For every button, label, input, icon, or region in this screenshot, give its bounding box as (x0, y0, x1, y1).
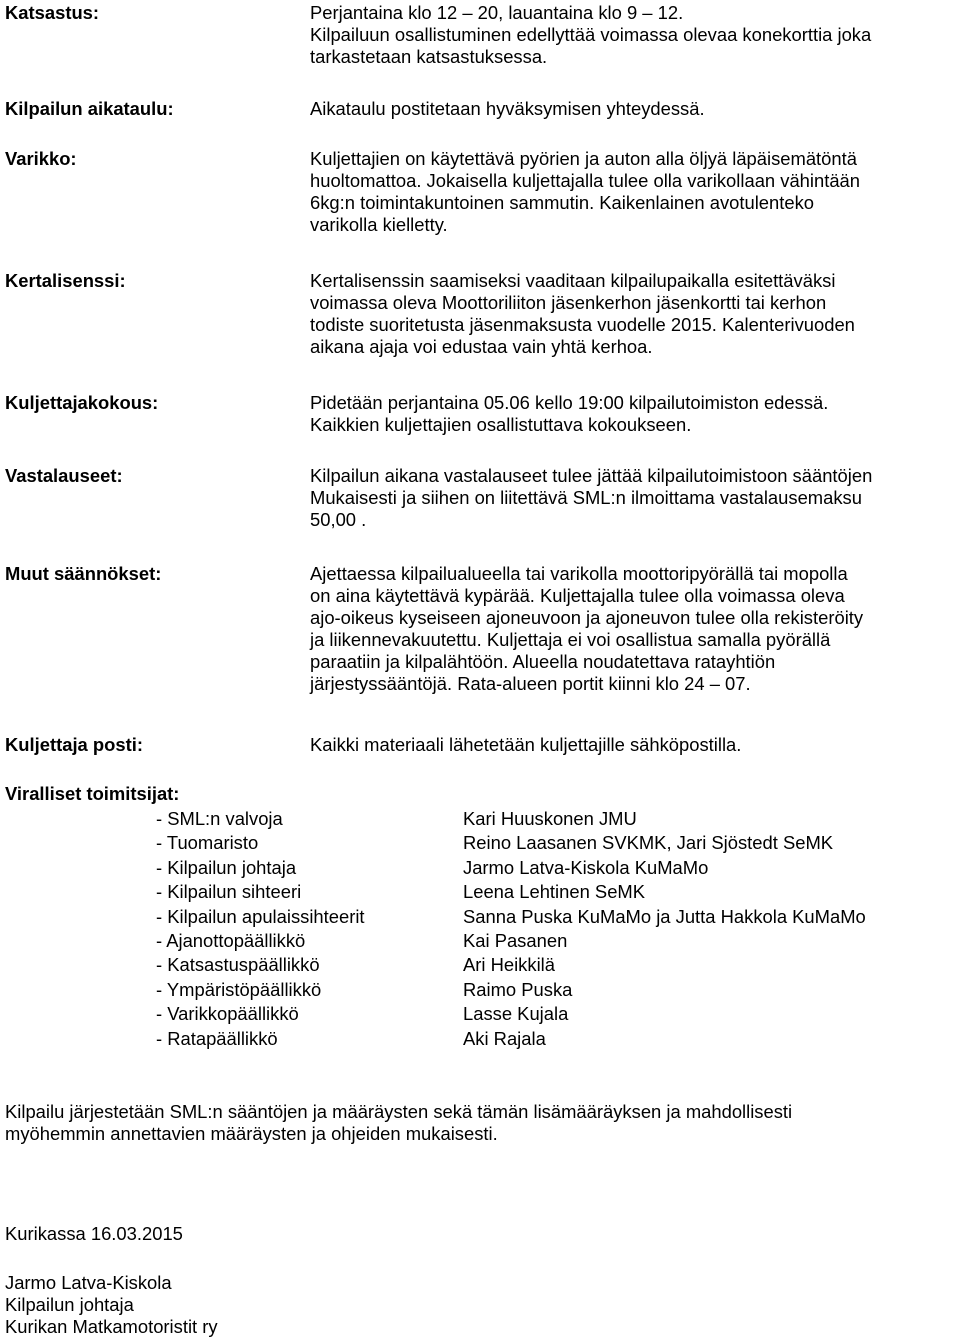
text-kertalisenssi: Kertalisenssin saamiseksi vaaditaan kilpailupaikalla esitettäväksi voimassa oleva Moottoriliiton jäsenkerhon jäsenkortti tai kerhon todiste suoritetusta jäsenmaksusta vuodelle 2015. Kalenterivuoden aikana ajaja voi edustaa vain yhtä kerhoa. (310, 270, 855, 357)
signer-organization: Kurikan Matkamotoristit ry (5, 1316, 218, 1337)
signer-name: Jarmo Latva-Kiskola (5, 1272, 172, 1293)
official-name: Kai Pasanen (463, 930, 568, 951)
text-kuljettaja-posti: Kaikki materiaali lähetetään kuljettajille sähköpostilla. (310, 734, 742, 755)
official-name: Leena Lehtinen SeMK (463, 881, 646, 902)
label-kuljettaja-posti: Kuljettaja posti: (5, 734, 143, 755)
official-role: - Kilpailun johtaja (156, 857, 297, 878)
label-muut-saannokset: Muut säännökset: (5, 563, 162, 584)
text-vastalauseet: Kilpailun aikana vastalauseet tulee jättää kilpailutoimistoon sääntöjen Mukaisesti ja siihen on liitettävä SML:n ilmoittama vastalausemaksu 50,00 . (310, 465, 873, 530)
official-name: Kari Huuskonen JMU (463, 808, 637, 829)
official-name: Lasse Kujala (463, 1003, 569, 1024)
official-name: Ari Heikkilä (463, 954, 555, 975)
label-kuljettajakokous: Kuljettajakokous: (5, 392, 159, 413)
text-kuljettajakokous: Pidetään perjantaina 05.06 kello 19:00 kilpailutoimiston edessä. Kaikkien kuljettajien osallistuttava kokoukseen. (310, 392, 829, 435)
official-name: Aki Rajala (463, 1028, 546, 1049)
official-name: Raimo Puska (463, 979, 573, 1000)
official-role: - Varikkopäällikkö (156, 1003, 299, 1024)
official-name: Jarmo Latva-Kiskola KuMaMo (463, 857, 709, 878)
signature-block (5, 1272, 218, 1338)
official-name: Reino Laasanen SVKMK, Jari Sjöstedt SeMK (463, 832, 834, 853)
official-role: - SML:n valvoja (156, 808, 283, 829)
officials-heading: Viralliset toimitsijat: (5, 783, 180, 804)
place-date: Kurikassa 16.03.2015 (5, 1223, 183, 1244)
text-muut-saannokset: Ajettaessa kilpailualueella tai varikolla moottoripyörällä tai mopolla on aina käytettävä kypärää. Kuljettajalla tulee olla voimassa oleva ajo-oikeus kyseiseen ajoneuvoon ja ajoneuvon tulee olla rekisteröity ja liikennevakuutettu. Kuljettaja ei voi osallistua samalla pyörällä paraatiin ja kilpalähtöön. Alueella noudatettava ratayhtiön järjestyssääntöjä. Rata-alueen portit kiinni klo 24 – 07. (310, 563, 864, 694)
official-role: - Ajanottopäällikkö (156, 930, 306, 951)
signer-title: Kilpailun johtaja (5, 1294, 134, 1315)
official-role: - Kilpailun apulaissihteerit (156, 906, 365, 927)
text-aikataulu: Aikataulu postitetaan hyväksymisen yhteydessä. (310, 98, 705, 119)
official-role: - Ympäristöpäällikkö (156, 979, 322, 1000)
official-role: - Katsastuspäällikkö (156, 954, 320, 975)
label-kertalisenssi: Kertalisenssi: (5, 270, 126, 291)
closing-statement: Kilpailu järjestetään SML:n sääntöjen ja määräysten sekä tämän lisämääräyksen ja mahdollisesti myöhemmin annettavien määräysten ja ohjeiden mukaisesti. (5, 1101, 793, 1144)
text-varikko: Kuljettajien on käytettävä pyörien ja auton alla öljyä läpäisemätöntä huoltomattoa. Jokaisella kuljettajalla tulee olla varikollaan vähintään 6kg:n toimintakuntoinen sammutin. Kaikenlainen avotulenteko varikolla kielletty. (310, 148, 861, 235)
label-vastalauseet: Vastalauseet: (5, 465, 123, 486)
label-varikko: Varikko: (5, 148, 77, 169)
official-role: - Ratapäällikkö (156, 1028, 278, 1049)
official-role: - Tuomaristo (156, 832, 259, 853)
official-name: Sanna Puska KuMaMo ja Jutta Hakkola KuMaMo (463, 906, 866, 927)
official-role: - Kilpailun sihteeri (156, 881, 302, 902)
label-aikataulu: Kilpailun aikataulu: (5, 98, 174, 119)
text-katsastus: Perjantaina klo 12 – 20, lauantaina klo 9 – 12. Kilpailuun osallistuminen edellyttää voimassa olevaa konekorttia joka tarkastetaan katsastuksessa. (310, 2, 872, 67)
label-katsastus: Katsastus: (5, 2, 100, 23)
